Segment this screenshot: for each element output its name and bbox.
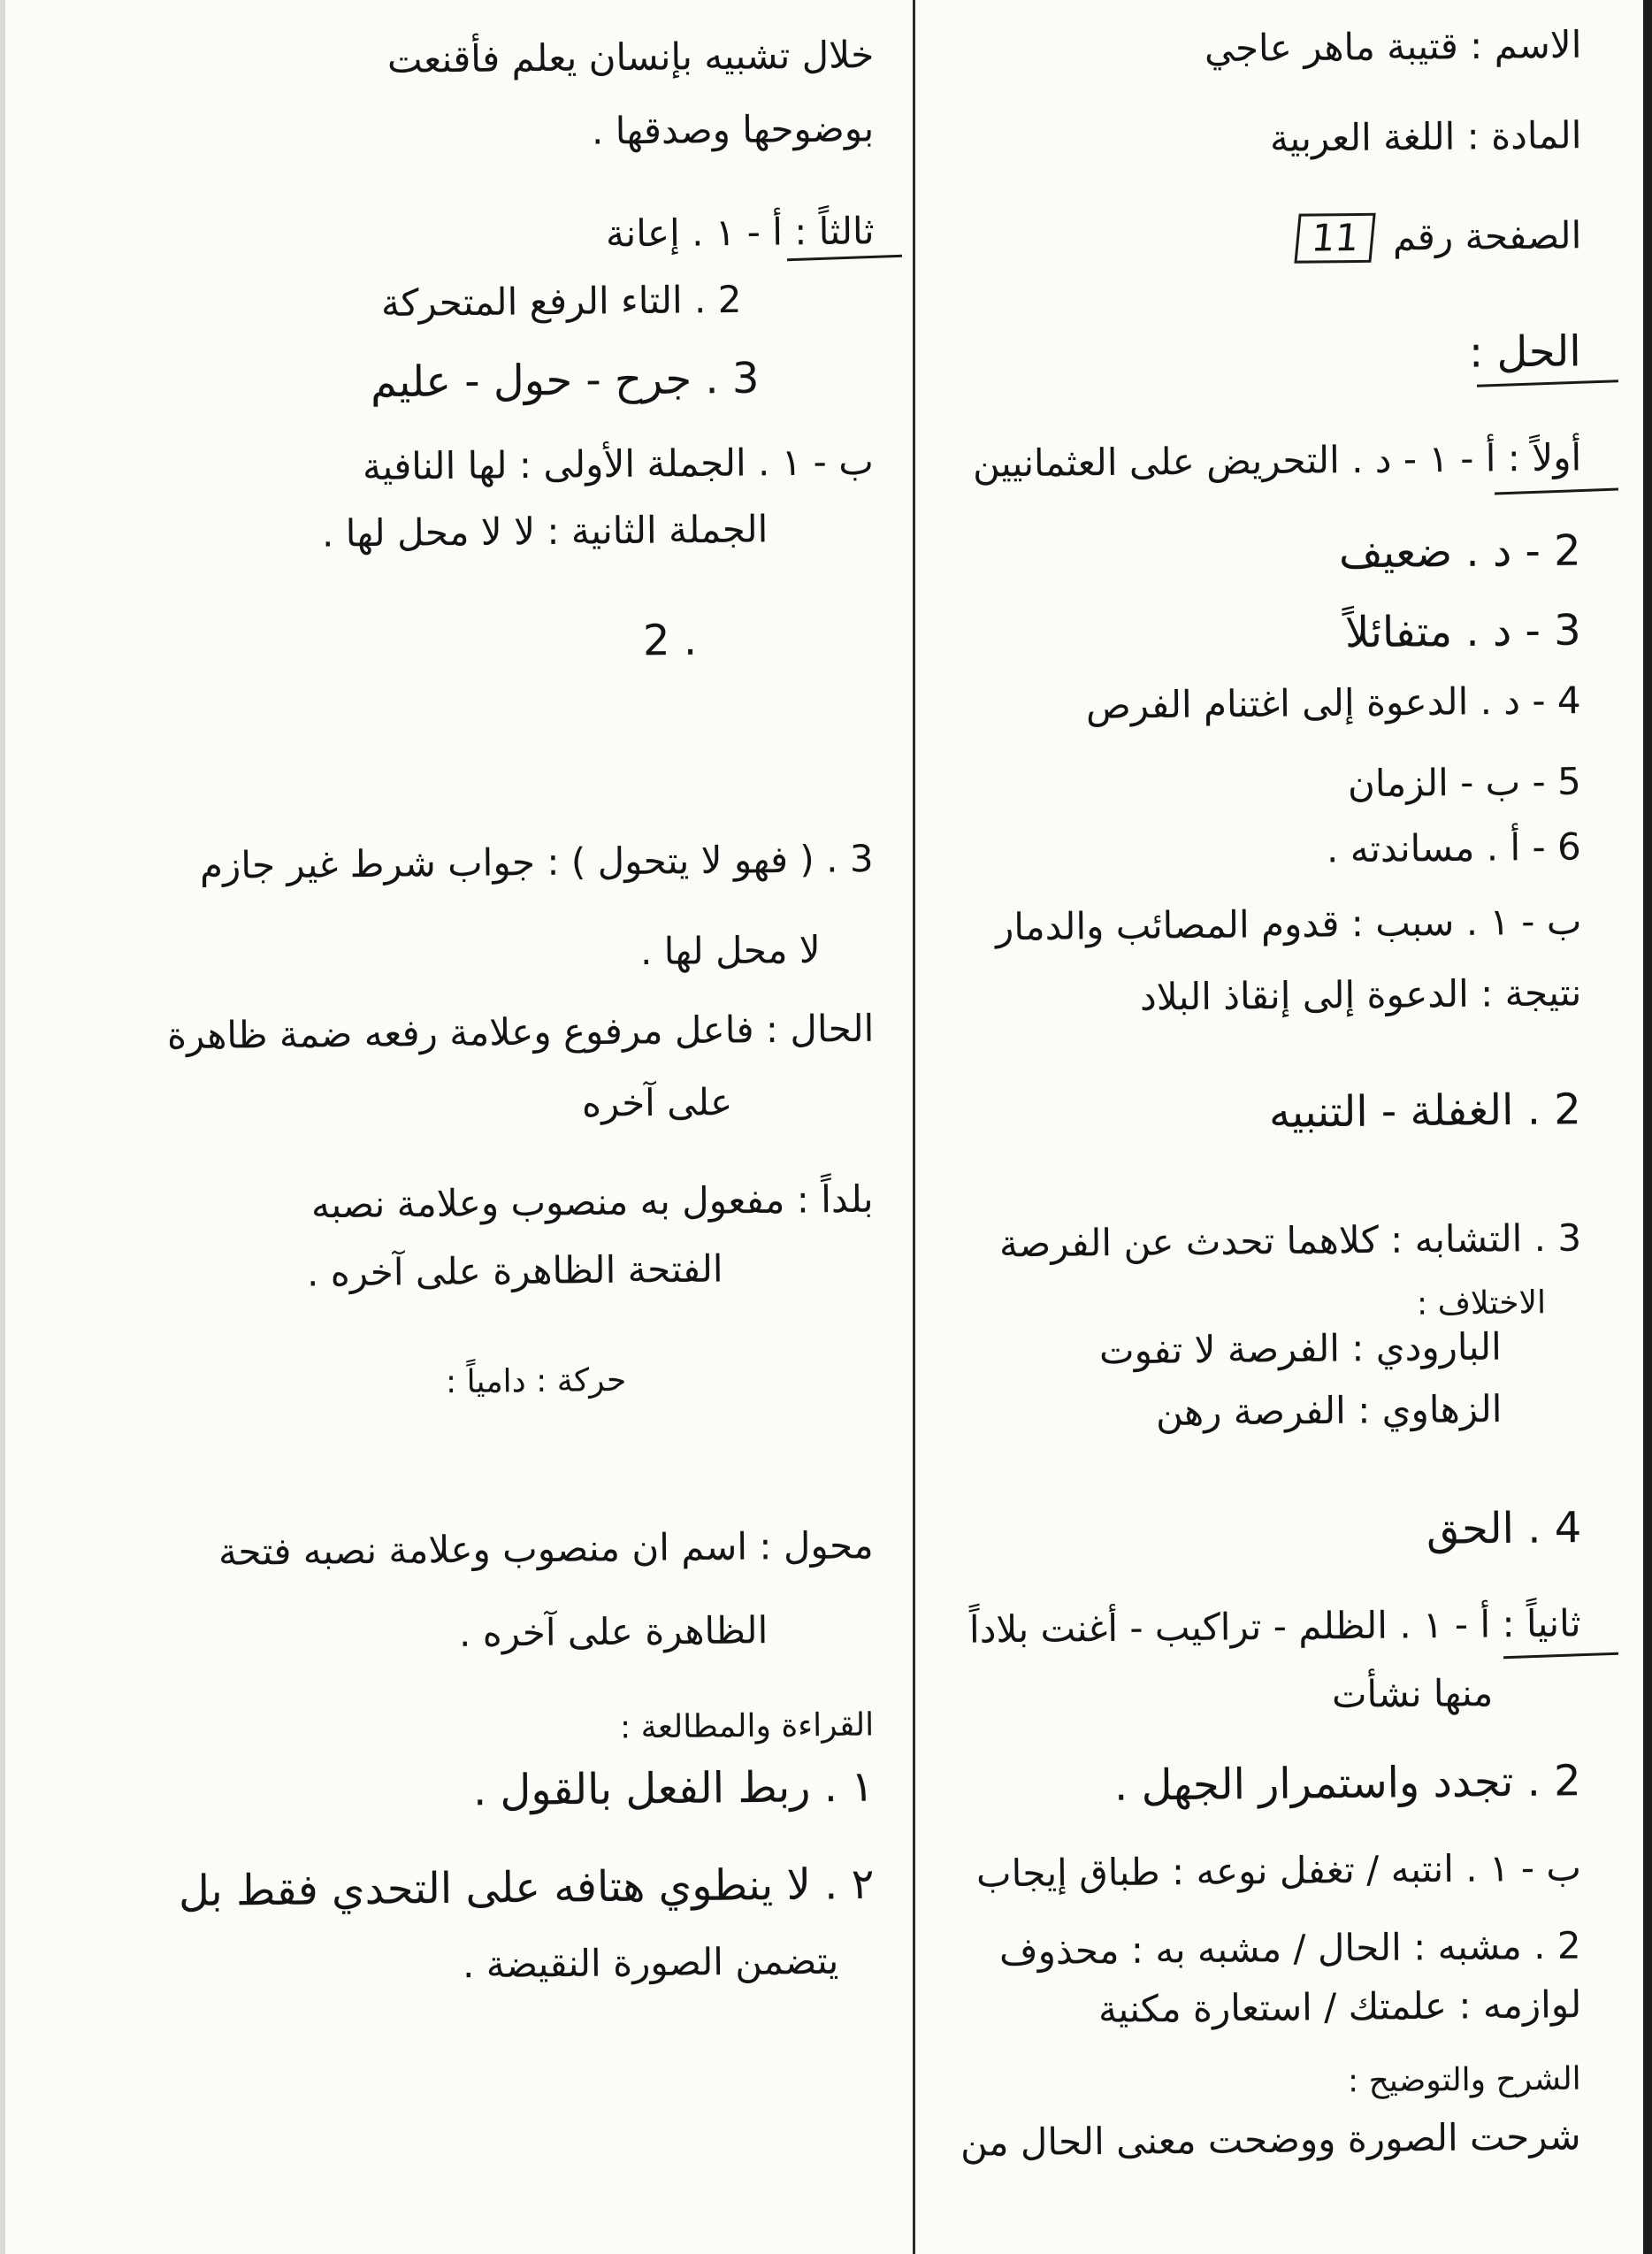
answer-parse-hal: الحال : فاعل مرفوع وعلامة رفعه ضمة ظاهرة [166,1006,875,1058]
page-number-label: الصفحة رقم [1392,213,1582,259]
answer-second-a1: ثانياً : أ - ١ . الظلم - تراكيب - أغنت بلاداً [969,1601,1582,1652]
answer-parse-balad-cont: الفتحة الظاهرة على آخره . [307,1246,724,1295]
subject-line: المادة : اللغة العربية [1269,113,1582,160]
page-right-edge [1643,0,1652,2254]
answer-parse-mahwul: محول : اسم ان منصوب وعلامة نصبه فتحة [218,1523,875,1574]
first-underline [1495,488,1618,495]
page-number-line [1296,211,1581,264]
answer-first-a6: 6 - أ . مساندته . [1327,824,1582,871]
answer-first-b3-difference: الاختلاف : [1416,1284,1547,1322]
answer-first-a2: 2 - د . ضعيف [1339,525,1582,579]
answer-first-a4: 4 - د . الدعوة إلى اغتنام الفرص [1086,678,1582,727]
answer-first-b2: 2 . الغفلة - التنبيه [1268,1085,1582,1138]
answer-third-b1-second: الجملة الثانية : لا لا محل لها . [321,507,769,556]
answer-first-b1-cause: ب - ١ . سبب : قدوم المصائب والدمار [995,899,1582,949]
answer-third-a1: ثالثاً : أ - ١ . إعانة [605,209,875,256]
reading-heading: القراءة والمطالعة : [619,1706,875,1746]
student-name: الاسم : قتيبة ماهر عاجي [1204,22,1582,71]
answer-parse-damiyan: حركة : دامياً : [445,1361,627,1401]
answer-second-b1: ب - ١ . انتبه / تغفل نوعه : طباق إيجاب [975,1845,1582,1896]
answer-third-a2: 2 . التاء الرفع المتحركة [380,277,742,326]
reading-answer-1: ١ . ربط الفعل بالقول . [472,1761,875,1816]
solution-underline [1477,380,1618,387]
answer-third-b3: 3 . ( فهو لا يتحول ) : جواب شرط غير جازم [200,837,875,887]
answer-first-b3-zahawi: الزهاوي : الفرصة رهن [1155,1386,1503,1435]
third-underline [787,255,902,262]
answer-parse-hal-cont: على آخره [581,1080,733,1125]
answer-third-b3-cont: لا محل لها . [640,927,822,974]
answer-first-b1-result: نتيجة : الدعوة إلى إنقاذ البلاد [1139,970,1582,1019]
column-divider [913,0,915,2254]
answer-first-a3: 3 - د . متفائلاً [1345,605,1582,658]
answer-second-b2-cont: لوازمه : علمتك / استعارة مكنية [1098,1982,1582,2031]
page-number-box: 11 [1294,213,1376,264]
page-left-edge [0,0,5,2254]
answer-third-a3: 3 . جرح - حول - عليم [370,353,760,408]
second-underline [1503,1652,1618,1660]
answer-second-explain: شرحت الصورة ووضحت معنى الحال من [960,2114,1582,2165]
answer-first-b3-similarity: 3 . التشابه : كلاهما تحدث عن الفرصة [998,1215,1582,1266]
answer-second-b2: 2 . مشبه : الحال / مشبه به : محذوف [999,1923,1582,1974]
solution-heading: الحل : [1468,326,1582,378]
answer-first-b4: 4 . الحق [1426,1503,1582,1554]
answer-second-a2: 2 . تجدد واستمرار الجهل . [1114,1756,1582,1811]
answer-second-explain-heading: الشرح والتوضيح : [1348,2060,1582,2100]
answer-parse-balad: بلداً : مفعول به منصوب وعلامة نصبه [311,1177,875,1227]
answer-cont-line1: خلال تشبيه بإنسان يعلم فأقنعت [386,33,875,81]
answer-third-b2: 2 . [642,615,698,666]
answer-first-a1: أولاً : أ - ١ - د . التحريض على العثمانيين [972,435,1582,486]
answer-first-a5: 5 - ب - الزمان [1347,759,1582,806]
answer-third-b1-first: ب - ١ . الجملة الأولى : لها النافية [363,439,875,489]
answer-parse-mahwul-cont: الظاهرة على آخره . [458,1608,769,1655]
answer-cont-line2: بوضوحها وصدقها . [591,106,875,153]
answer-second-a1-cont: منها نشأت [1331,1671,1494,1716]
reading-answer-2-cont: يتضمن الصورة النقيضة . [462,1938,839,1987]
answer-first-b3-baroudi: البارودي : الفرصة لا تفوت [1098,1324,1503,1373]
reading-answer-2: ٢ . لا ينطوي هتافه على التحدي فقط بل [178,1859,875,1917]
